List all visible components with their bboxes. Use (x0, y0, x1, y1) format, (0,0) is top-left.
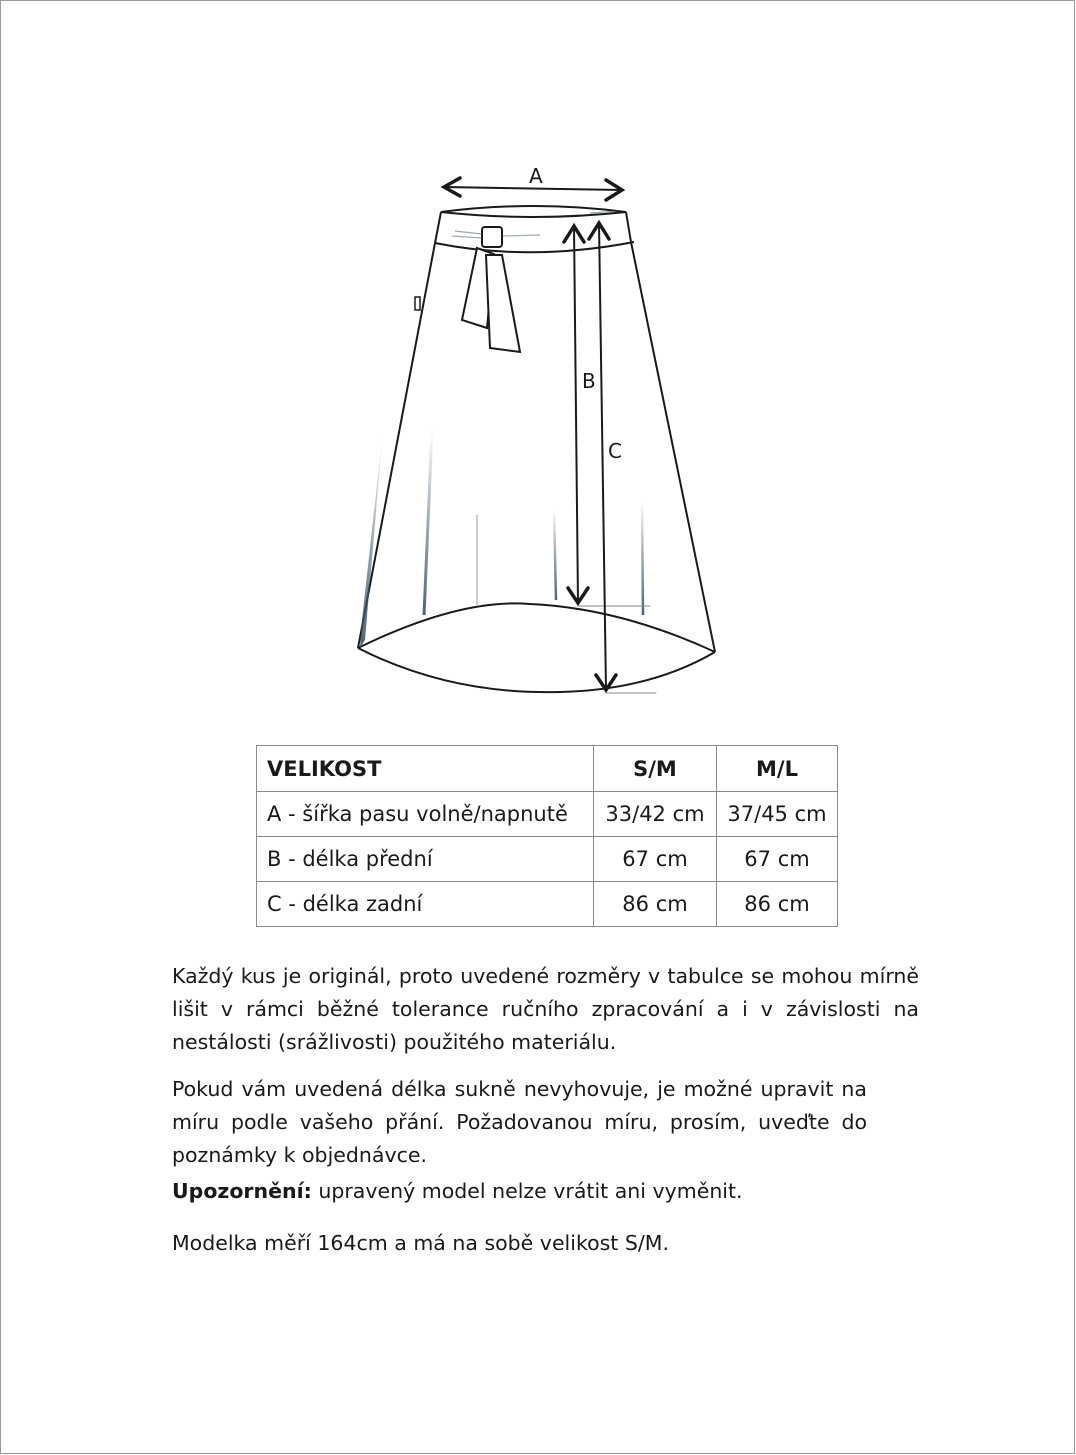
table-header-row (257, 746, 838, 792)
row-value-ml: 37/45 cm (717, 792, 838, 837)
row-label: B - délka přední (257, 837, 594, 882)
size-table (256, 745, 838, 927)
fold-line (424, 430, 432, 615)
row-value-sm: 86 cm (594, 882, 717, 927)
row-value-sm: 33/42 cm (594, 792, 717, 837)
table-row (257, 837, 838, 882)
table-row (257, 792, 838, 837)
tolerance-note: Každý kus je originál, proto uvedené rozměry v tabulce se mohou mírně lišit v rámci běžné tolerance ručního zpracování a i v závislosti na nestálosti (srážlivosti) použitého materiálu. (172, 964, 919, 1054)
label-b: B (582, 369, 596, 393)
row-label: A - šířka pasu volně/napnutě (257, 792, 594, 837)
row-value-ml: 67 cm (717, 837, 838, 882)
label-c: C (608, 439, 622, 463)
row-value-ml: 86 cm (717, 882, 838, 927)
belt-tie (462, 227, 520, 352)
model-note: Modelka měří 164cm a má na sobě velikost S/M. (172, 1231, 669, 1255)
measure-b-arrow (564, 226, 650, 606)
warning-text: upravený model nelze vrátit ani vyměnit. (311, 1179, 743, 1203)
fold-line (642, 500, 643, 615)
row-label: C - délka zadní (257, 882, 594, 927)
label-a: A (529, 164, 543, 188)
fold-line (554, 508, 556, 600)
warning-note (172, 1175, 919, 1208)
warning-label: Upozornění: (172, 1179, 312, 1203)
table-row (257, 882, 838, 927)
custom-length-note: Pokud vám uvedená délka sukně nevyhovuje, je možné upravit na míru podle vašeho přání. Požadovanou míru, prosím, uveďte do poznámky k objednávce. (172, 1077, 867, 1167)
skirt-outline (358, 206, 715, 692)
header-sm: S/M (594, 746, 717, 792)
header-ml: M/L (717, 746, 838, 792)
skirt-diagram (340, 155, 730, 705)
measure-c-arrow (589, 223, 656, 693)
header-size: VELIKOST (257, 746, 594, 792)
row-value-sm: 67 cm (594, 837, 717, 882)
